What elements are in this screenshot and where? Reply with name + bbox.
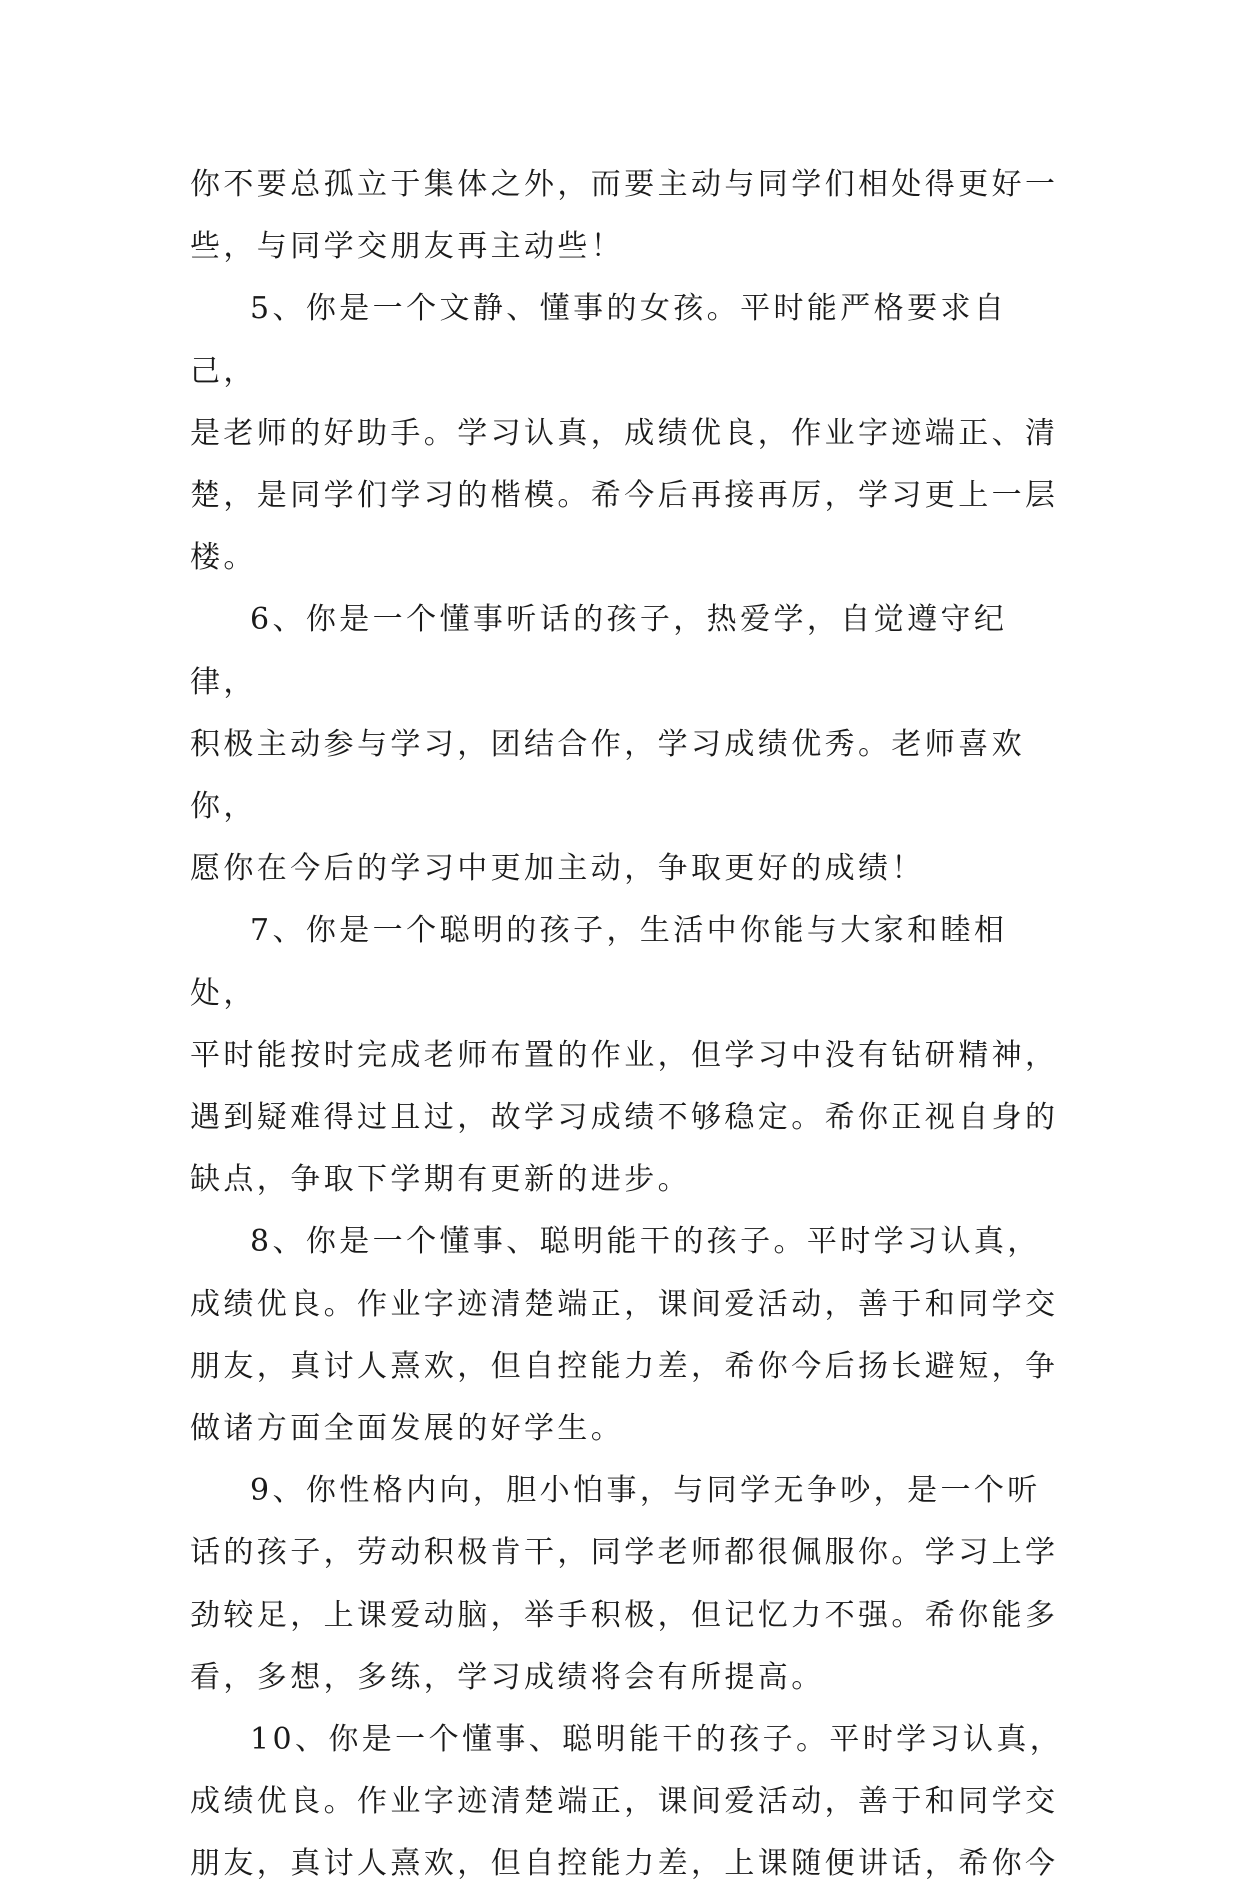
text-line: 7、你是一个聪明的孩子，生活中你能与大家和睦相处，	[190, 913, 1008, 1011]
text-line: 缺点，争取下学期有更新的进步。	[190, 1162, 691, 1198]
text-line: 朋友，真讨人熹欢，但自控能力差，上课随便讲话，希你今	[190, 1846, 1059, 1882]
text-line: 5、你是一个文静、懂事的女孩。平时能严格要求自己，	[190, 291, 1008, 389]
text-line: 些，与同学交朋友再主动些！	[190, 229, 625, 265]
text-line: 楼。	[190, 540, 257, 576]
text-line: 10、你是一个懂事、聪明能干的孩子。平时学习认真，	[250, 1722, 1064, 1758]
text-line: 平时能按时完成老师布置的作业，但学习中没有钻研精神，	[190, 1037, 1059, 1073]
text-line: 朋友，真讨人熹欢，但自控能力差，希你今后扬长避短，争	[190, 1348, 1059, 1384]
text-line: 8、你是一个懂事、聪明能干的孩子。平时学习认真，	[250, 1224, 1041, 1260]
paragraph-item-10	[190, 1709, 1070, 1896]
paragraph-item-5	[190, 278, 1070, 589]
text-line: 话的孩子，劳动积极肯干，同学老师都很佩服你。学习上学	[190, 1535, 1059, 1571]
paragraph-item-7	[190, 900, 1070, 1211]
document-body	[190, 154, 1070, 1896]
text-line: 楚，是同学们学习的楷模。希今后再接再厉，学习更上一层	[190, 478, 1059, 514]
text-line: 愿你在今后的学习中更加主动，争取更好的成绩！	[190, 851, 925, 887]
text-line: 做诸方面全面发展的好学生。	[190, 1411, 625, 1447]
text-line: 你不要总孤立于集体之外，而要主动与同学们相处得更好一	[190, 167, 1059, 202]
paragraph-item-8	[190, 1211, 1070, 1460]
text-line: 是老师的好助手。学习认真，成绩优良，作业字迹端正、清	[190, 415, 1059, 451]
paragraph-item-6	[190, 589, 1070, 900]
text-line: 6、你是一个懂事听话的孩子，热爱学，自觉遵守纪律，	[190, 602, 1008, 700]
text-line: 成绩优良。作业字迹清楚端正，课间爱活动，善于和同学交	[190, 1784, 1059, 1820]
text-line: 看，多想，多练，学习成绩将会有所提高。	[190, 1659, 825, 1695]
text-line: 劲较足，上课爱动脑，举手积极，但记忆力不强。希你能多	[190, 1597, 1059, 1633]
text-line: 9、你性格内向，胆小怕事，与同学无争吵，是一个听	[250, 1473, 1041, 1509]
text-line: 成绩优良。作业字迹清楚端正，课间爱活动，善于和同学交	[190, 1286, 1059, 1322]
text-line: 积极主动参与学习，团结合作，学习成绩优秀。老师喜欢你，	[190, 726, 1025, 825]
text-line: 遇到疑难得过且过，故学习成绩不够稳定。希你正视自身的	[190, 1100, 1059, 1136]
paragraph-continued	[190, 154, 1070, 278]
paragraph-item-9	[190, 1460, 1070, 1709]
